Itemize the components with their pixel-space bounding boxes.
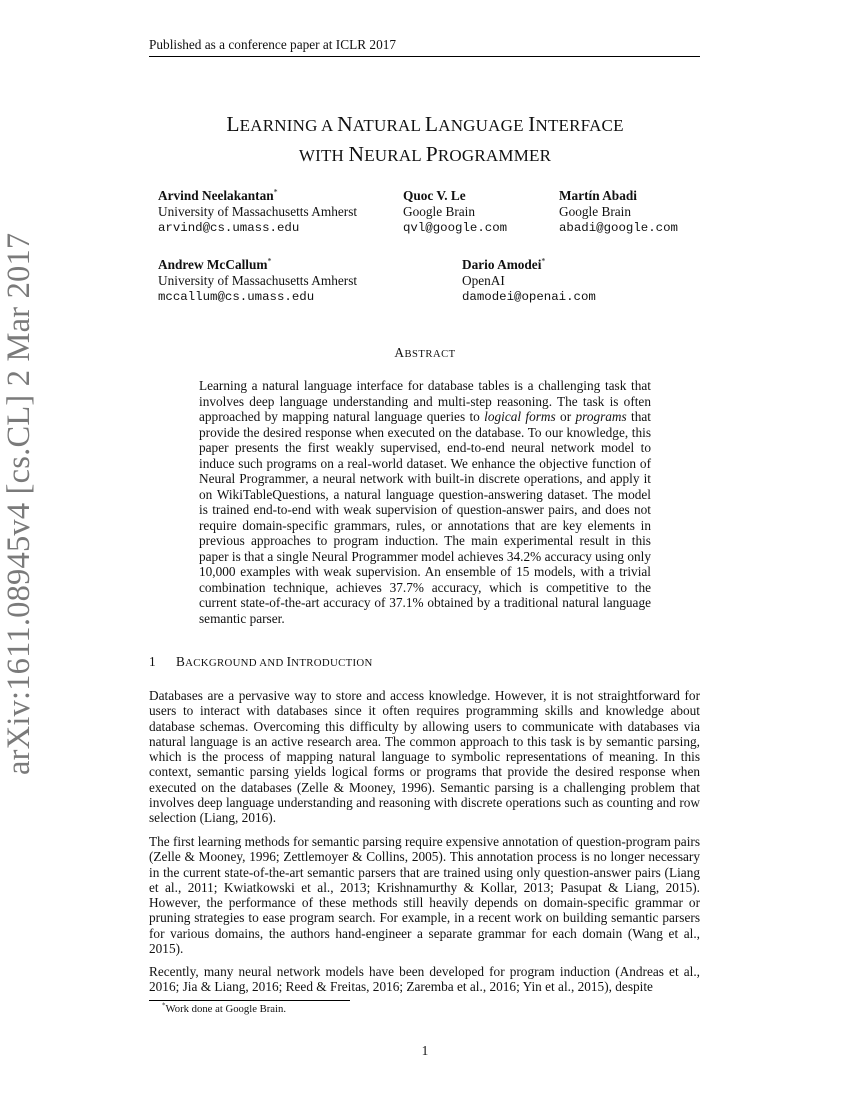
title-rest: WITH [298,146,349,165]
section-number: 1 [149,654,156,669]
title-cap: P [425,142,438,166]
author-affiliation: Google Brain [559,204,632,219]
title-rest: EURAL [364,146,426,165]
author-affiliation: University of Massachusetts Amherst [158,204,358,219]
author-block-5 [462,257,596,305]
author-email[interactable]: qvl@google.com [403,221,508,235]
author-affiliation: Google Brain [403,204,476,219]
author-email[interactable]: abadi@google.com [559,221,678,235]
author-name: Quoc V. Le [403,188,466,203]
affiliation-mark: * [541,256,546,266]
title-cap: I [528,112,536,136]
affiliation-mark: * [273,187,278,197]
author-affiliation: OpenAI [462,273,505,288]
author-block-4 [158,257,357,305]
title-rest: ATURAL [352,116,425,135]
author-email[interactable]: arvind@cs.umass.edu [158,221,300,235]
title-rest: ANGUAGE [438,116,529,135]
title-cap: N [348,142,365,166]
title-cap: L [226,112,240,136]
title-line-2 [100,140,750,170]
footnote: *Work done at Google Brain. [162,1001,287,1015]
header-rule [149,56,700,57]
body-paragraph: Recently, many neural network models have been developed for program induction (Andreas et al., 2016; Jia & Liang, 2016; Reed & Freitas, 2016; Zaremba et al., 2016; Yin et al., 2015), despite [149,964,700,995]
author-email[interactable]: mccallum@cs.umass.edu [158,290,315,304]
author-name: Andrew McCallum* [158,256,272,272]
emphasis: programs [575,409,627,424]
title-rest: NTERFACE [535,116,624,135]
title-line-1 [100,110,750,140]
abstract-text: Learning a natural language interface for database tables is a challenging task that involves deep language understanding and multi-step reasoning. The task is often approached by mapping natural language queries to logical forms or programs that provide the desired response when executed on the database. To our knowledge, this paper presents the first weakly supervised, end-to-end neural network model to induce such programs on a real-world dataset. We enhance the objective function of Neural Programmer, a neural network with built-in discrete operations, and apply it on WikiTableQuestions, a natural language question-answering dataset. The model is trained end-to-end with weak supervision of question-answer pairs, and does not require domain-specific grammars, rules, or annotations that are key elements in previous approaches to program induction. The main experimental result in this paper is that a single Neural Programmer model achieves 34.2% accuracy using only 10,000 examples with weak supervision. An ensemble of 15 models, with a trivial combination technique, achieves 37.7% accuracy, which is competitive to the current state-of-the-art accuracy of 37.1% obtained by a traditional natural language semantic parser. [199,378,651,626]
title-cap: N [337,112,353,136]
author-block-2 [403,188,507,236]
body-paragraph: Databases are a pervasive way to store and access knowledge. However, it is not straightforward for users to interact with databases since it often requires programming skills and knowledge about database schemas. Overcoming this difficulty by allowing users to communicate with databases via natural language is an active research area. The common approach to this task is by semantic parsing, which is the process of mapping natural language to symbolic representations of meaning. In this context, semantic parsing yields logical forms or programs that provide the desired response when executed on the databases (Zelle & Mooney, 1996). Semantic parsing is a challenging problem that involves deep language understanding and reasoning with discrete operations such as counting and row selection (Liang, 2016). [149,688,700,826]
author-name: Dario Amodei* [462,256,546,272]
affiliation-mark: * [267,256,272,266]
author-block-3 [559,188,678,236]
body-paragraph: The first learning methods for semantic parsing require expensive annotation of question-program pairs (Zelle & Mooney, 1996; Zettlemoyer & Collins, 2005). This annotation process is no longer necessary in the current state-of-the-art semantic parsers that are trained using only question-answer pairs (Liang et al., 2011; Kwiatkowski et al., 2013; Krishnamurthy & Kollar, 2013; Pasupat & Liang, 2015). However, the performance of these methods still heavily depends on domain-specific grammar or pruning strategies to ease program search. For example, in a recent work on building semantic parsers for various domains, the authors hand-engineer a separate grammar for each domain (Wang et al., 2015). [149,834,700,957]
emphasis: logical forms [484,409,556,424]
paper-title [100,110,750,170]
author-email[interactable]: damodei@openai.com [462,290,596,304]
author-block-1 [158,188,357,236]
footnote-mark: * [162,1001,166,1010]
title-rest: ROGRAMMER [437,146,552,165]
abstract-heading: ABSTRACT [394,345,456,360]
running-header: Published as a conference paper at ICLR 2017 [149,37,397,52]
arxiv-identifier-stamp[interactable]: arXiv:1611.08945v4 [cs.CL] 2 Mar 2017 [1,232,37,775]
section-heading: 1 BACKGROUND AND INTRODUCTION [149,654,373,669]
page-number: 1 [421,1043,429,1058]
author-name: Arvind Neelakantan* [158,187,278,203]
title-cap: L [424,112,439,136]
author-affiliation: University of Massachusetts Amherst [158,273,358,288]
footnote-rule [149,1000,350,1001]
author-name: Martín Abadi [559,188,637,203]
title-rest: EARNING A [239,116,338,135]
